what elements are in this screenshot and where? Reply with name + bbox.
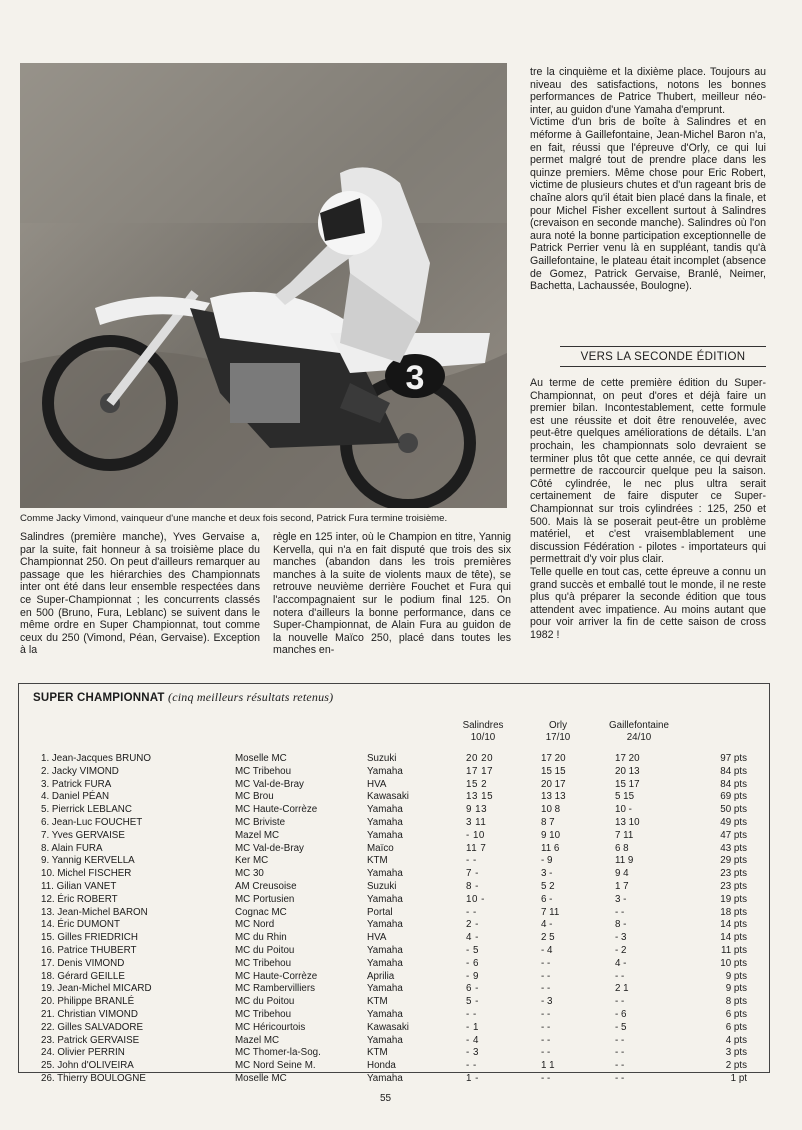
rider-name: 17. Denis VIMOND (41, 957, 125, 969)
score-orly: 20 17 (541, 778, 566, 790)
score-salindres: - 9 (466, 970, 479, 982)
score-salindres: - 4 (466, 1034, 479, 1046)
total-points: 2 pts (725, 1060, 747, 1072)
table-row (19, 1073, 769, 1086)
score-orly: 7 11 (541, 906, 560, 918)
rider-name: 14. Éric DUMONT (41, 919, 120, 931)
club-name: Mazel MC (235, 1034, 280, 1046)
rider-name: 16. Patrice THUBERT (41, 944, 137, 956)
club-name: MC Thomer-la-Sog. (235, 1047, 321, 1059)
score-gaillefontaine: 20 13 (615, 765, 640, 777)
bike-make: Yamaha (367, 829, 403, 841)
round-header-orly (520, 720, 596, 743)
table-row (19, 1022, 769, 1035)
score-gaillefontaine: 4 - (615, 957, 627, 969)
article-paragraph: Salindres (première manche), Yves Gervaise a, par la suite, fait honneur à sa troisième place du Championnat 250. On peut d'ailleurs remarquer au passage que les hiérarchies des Championnats inter ont été dans leur ensemble respectées dans ce Super-Championnat ; les concurrents classés en 500 (Bruno, Fura, Leblanc) se suivent dans le même ordre en Super Championnat, tout comme ceux du 250 (Vimond, Péan, Gervaise). Exception à la (20, 531, 260, 657)
bike-make: Yamaha (367, 893, 403, 905)
round-header-salindres (445, 720, 521, 743)
motocross-photo (20, 63, 507, 508)
score-salindres: 20 20 (466, 753, 494, 764)
table-row (19, 907, 769, 920)
round-name: Salindres (462, 720, 504, 731)
page-number: 55 (380, 1093, 392, 1104)
score-gaillefontaine: - 2 (615, 944, 627, 956)
table-row (19, 996, 769, 1009)
total-points: 23 pts (720, 868, 747, 880)
score-salindres: - 6 (466, 957, 479, 969)
score-gaillefontaine: 7 11 (615, 829, 634, 841)
score-salindres: 6 - (466, 983, 479, 995)
club-name: AM Creusoise (235, 880, 297, 892)
bike-make: Honda (367, 1060, 396, 1072)
bike-make: KTM (367, 1047, 388, 1059)
total-points: 6 pts (725, 1008, 747, 1020)
score-gaillefontaine: 2 1 (615, 983, 629, 995)
score-orly: - - (541, 1072, 551, 1084)
table-row (19, 843, 769, 856)
rider-name: 26. Thierry BOULOGNE (41, 1072, 146, 1084)
score-salindres: 8 - (466, 880, 479, 892)
total-points: 19 pts (720, 893, 747, 905)
bike-make: Yamaha (367, 1008, 403, 1020)
total-points: 14 pts (720, 932, 747, 944)
article-column-right (530, 66, 766, 293)
table-row (19, 804, 769, 817)
rider-name: 3. Patrick FURA (41, 778, 112, 790)
table-row (19, 1035, 769, 1048)
rider-name: 20. Philippe BRANLÉ (41, 996, 135, 1008)
score-orly: - 9 (541, 855, 553, 867)
table-row (19, 881, 769, 894)
total-points: 18 pts (720, 906, 747, 918)
score-salindres: - - (466, 855, 477, 867)
total-points: 1 pt (730, 1072, 747, 1084)
score-salindres: 9 13 (466, 804, 488, 816)
score-salindres: - - (466, 906, 477, 918)
round-date: 10/10 (470, 731, 496, 743)
round-date: 24/10 (626, 731, 652, 743)
article-paragraph: Au terme de cette première édition du Super-Championnat, on peut d'ores et déjà faire un premier bilan. Incontestablement, cette formule est une réussite et doit être renouvelée, avec peut-être quelques améliorations de détails. L'an prochain, les championnats solo devraient se terminer plus tôt que cette année, ce qui devrait permettre de raccourcir quelque peu la saison. Côté cylindrée, le nec plus ultra serait certainement de faire disputer ce Super-Championnat sur trois cylindrées : 125, 250 et 500. Mais là se poserait peut-être un problème matériel, et c'est vraisemblablement une discussion Fédération - pilotes - importateurs qui permettrait d'y voir plus clair. (530, 377, 766, 566)
score-orly: 3 - (541, 868, 553, 880)
round-date: 17/10 (545, 731, 571, 743)
rider-name: 10. Michel FISCHER (41, 868, 132, 880)
score-gaillefontaine: 1 7 (615, 880, 629, 892)
score-gaillefontaine: 15 17 (615, 778, 640, 790)
score-gaillefontaine: - 6 (615, 1008, 627, 1020)
club-name: MC Rambervilliers (235, 983, 316, 995)
club-name: Mazel MC (235, 829, 280, 841)
bike-make: KTM (367, 855, 388, 867)
rider-name: 9. Yannig KERVELLA (41, 855, 135, 867)
table-title (33, 690, 333, 705)
club-name: Ker MC (235, 855, 269, 867)
score-gaillefontaine: 8 - (615, 919, 627, 931)
score-gaillefontaine: - - (615, 996, 625, 1008)
total-points: 8 pts (725, 996, 747, 1008)
table-row (19, 945, 769, 958)
article-paragraph: Telle quelle en tout cas, cette épreuve a connu un grand succès et emballé tout le monde, il ne reste plus qu'à préparer la seconde édition que tous attendent avec impatience. Au moins autant que pour voir arriver la fin de cette saison de cross 1982 ! (530, 565, 766, 641)
total-points: 47 pts (720, 829, 747, 841)
table-row (19, 919, 769, 932)
table-row (19, 830, 769, 843)
total-points: 4 pts (725, 1034, 747, 1046)
rider-name: 19. Jean-Michel MICARD (41, 983, 152, 995)
score-salindres: 10 - (466, 893, 485, 905)
score-orly: - - (541, 983, 551, 995)
score-gaillefontaine: 10 - (615, 804, 632, 816)
article-column-middle (273, 531, 511, 657)
score-orly: - - (541, 957, 551, 969)
total-points: 3 pts (725, 1047, 747, 1059)
table-row (19, 868, 769, 881)
club-name: MC Tribehou (235, 1008, 292, 1020)
score-salindres: 17 17 (466, 765, 494, 777)
total-points: 49 pts (720, 816, 747, 828)
round-name: Gaillefontaine (609, 720, 669, 731)
score-orly: 4 - (541, 919, 553, 931)
bike-make: Suzuki (367, 880, 397, 892)
table-row (19, 958, 769, 971)
section-heading: VERS LA SECONDE ÉDITION (560, 346, 766, 367)
score-orly: 5 2 (541, 880, 555, 892)
score-salindres: - - (466, 1060, 477, 1072)
score-gaillefontaine: - - (615, 906, 625, 918)
score-orly: - - (541, 1047, 551, 1059)
club-name: MC du Rhin (235, 932, 287, 944)
table-row (19, 1009, 769, 1022)
club-name: Moselle MC (235, 753, 287, 764)
score-orly: 9 10 (541, 829, 561, 841)
score-salindres: - 5 (466, 944, 479, 956)
club-name: MC Tribehou (235, 957, 292, 969)
rider-name: 22. Gilles SALVADORE (41, 1021, 143, 1033)
club-name: MC Haute-Corrèze (235, 970, 318, 982)
total-points: 10 pts (720, 957, 747, 969)
total-points: 43 pts (720, 842, 747, 854)
score-orly: 1 1 (541, 1060, 555, 1072)
club-name: MC Haute-Corrèze (235, 804, 318, 816)
bike-make: Yamaha (367, 816, 403, 828)
rider-name: 2. Jacky VIMOND (41, 765, 119, 777)
score-orly: 11 6 (541, 842, 560, 854)
score-orly: - 4 (541, 944, 553, 956)
club-name: MC Portusien (235, 893, 295, 905)
score-gaillefontaine: - 5 (615, 1021, 627, 1033)
score-orly: 8 7 (541, 816, 555, 828)
rider-name: 4. Daniel PÉAN (41, 791, 110, 803)
score-salindres: 4 - (466, 932, 479, 944)
rider-name: 5. Pierrick LEBLANC (41, 804, 132, 816)
article-column-left (20, 531, 260, 657)
score-gaillefontaine: 9 4 (615, 868, 629, 880)
score-gaillefontaine: 17 20 (615, 753, 640, 764)
club-name: MC Val-de-Bray (235, 778, 304, 790)
rider-name: 24. Olivier PERRIN (41, 1047, 125, 1059)
bike-make: Yamaha (367, 804, 403, 816)
plate-number: 3 (405, 359, 425, 397)
score-orly: 2 5 (541, 932, 555, 944)
total-points: 50 pts (720, 804, 747, 816)
score-orly: 17 20 (541, 753, 566, 764)
club-name: Moselle MC (235, 1072, 287, 1084)
table-row (19, 753, 769, 766)
table-row (19, 1060, 769, 1073)
rider-name: 21. Christian VIMOND (41, 1008, 138, 1020)
score-gaillefontaine: - - (615, 1047, 625, 1059)
table-title-main: SUPER CHAMPIONNAT (33, 692, 165, 704)
score-salindres: - - (466, 1008, 477, 1020)
total-points: 14 pts (720, 919, 747, 931)
score-orly: 13 13 (541, 791, 566, 803)
score-gaillefontaine: 6 8 (615, 842, 629, 854)
score-orly: - - (541, 1021, 551, 1033)
club-name: MC Val-de-Bray (235, 842, 304, 854)
score-salindres: 1 - (466, 1072, 479, 1084)
total-points: 9 pts (725, 970, 747, 982)
score-salindres: 5 - (466, 996, 479, 1008)
bike-make: KTM (367, 996, 388, 1008)
table-row (19, 791, 769, 804)
rider-name: 23. Patrick GERVAISE (41, 1034, 140, 1046)
bike-make: Yamaha (367, 983, 403, 995)
bike-make: Kawasaki (367, 791, 409, 803)
club-name: Cognac MC (235, 906, 287, 918)
score-orly: - - (541, 1034, 551, 1046)
article-paragraph: Victime d'un bris de boîte à Salindres et en méforme à Gaillefontaine, Jean-Michel Baron n'a, en fait, réussi que l'épreuve d'Orly, ce qui lui permet malgré tout de prendre place dans les quinze premiers. Même chose pour Eric Robert, victime de plusieurs chutes et d'un rageant bris de chaîne alors qu'il était bien placé dans la finale, et pour Michel Fisher excellent surtout à Salindres (crevaison en seconde manche). Salindres où l'on aura noté la bonne participation exceptionnelle de Patrick Perrier venu là en suppléant, tandis qu'à Gaillefontaine, le plateau était incomplet (absence de Gomez, Patrick Gervaise, Branlé, Neimer, Bachetta, Lachaussée, Boulogne). (530, 116, 766, 293)
score-salindres: - 3 (466, 1047, 479, 1059)
club-name: MC Héricourtois (235, 1021, 306, 1033)
club-name: MC Briviste (235, 816, 286, 828)
score-gaillefontaine: - - (615, 1034, 625, 1046)
rider-name: 8. Alain FURA (41, 842, 103, 854)
total-points: 97 pts (720, 753, 747, 764)
bike-make: Portal (367, 906, 393, 918)
score-orly: - - (541, 970, 551, 982)
bike-make: HVA (367, 932, 387, 944)
score-gaillefontaine: 11 9 (615, 855, 634, 867)
rider-name: 18. Gérard GEILLE (41, 970, 125, 982)
table-row (19, 932, 769, 945)
score-gaillefontaine: 5 15 (615, 791, 635, 803)
club-name: MC Nord Seine M. (235, 1060, 316, 1072)
bike-make: Suzuki (367, 753, 397, 764)
table-row (19, 766, 769, 779)
club-name: MC 30 (235, 868, 264, 880)
table-subtitle: (cinq meilleurs résultats retenus) (168, 690, 334, 704)
rider-name: 6. Jean-Luc FOUCHET (41, 816, 143, 828)
bike-make: Yamaha (367, 1034, 403, 1046)
results-table (18, 683, 770, 1084)
score-salindres: - 10 (466, 829, 485, 841)
total-points: 11 pts (721, 944, 747, 956)
bike-make: Aprilia (367, 970, 395, 982)
rider-name: 13. Jean-Michel BARON (41, 906, 148, 918)
total-points: 69 pts (720, 791, 747, 803)
score-orly: 10 8 (541, 804, 561, 816)
rider-name: 11. Gilian VANET (41, 880, 117, 892)
table-row (19, 894, 769, 907)
total-points: 6 pts (725, 1021, 747, 1033)
rider-name: 15. Gilles FRIEDRICH (41, 932, 138, 944)
score-orly: 6 - (541, 893, 553, 905)
rider-jump-image (20, 63, 507, 508)
bike-make: Kawasaki (367, 1021, 409, 1033)
bike-make: HVA (367, 778, 387, 790)
article-column-right-lower (530, 377, 766, 641)
club-name: MC du Poitou (235, 996, 295, 1008)
total-points: 23 pts (720, 880, 747, 892)
table-row (19, 971, 769, 984)
table-row (19, 779, 769, 792)
score-gaillefontaine: 3 - (615, 893, 627, 905)
score-orly: 15 15 (541, 765, 566, 777)
table-row (19, 855, 769, 868)
score-salindres: 7 - (466, 868, 479, 880)
table-row (19, 983, 769, 996)
score-gaillefontaine: - - (615, 1060, 625, 1072)
score-salindres: 13 15 (466, 791, 494, 803)
round-name: Orly (549, 720, 567, 731)
score-salindres: 3 11 (466, 816, 487, 828)
score-salindres: 15 2 (466, 778, 488, 790)
article-paragraph: règle en 125 inter, où le Champion en titre, Yannig Kervella, qui n'a en fait disputé que trois des six manches (abandon dans les trois premières manches à la suite de violents maux de tête), se retrouve neuvième derrière Fouchet et Fura qui l'accompagnaient sur le podium final 125. On notera d'ailleurs la bonne performance, dans ce Super-Championnat, de Alain Fura au guidon de la nouvelle Maïco 250, placé dans toutes les manches en- (273, 531, 511, 657)
table-rows (19, 753, 769, 1086)
article-paragraph: tre la cinquième et la dixième place. Toujours au niveau des satisfactions, notons les bonnes performances de Patrice Thubert, meilleur néo-inter, au guidon d'une Yamaha d'emprunt. (530, 66, 766, 116)
score-orly: - - (541, 1008, 551, 1020)
score-salindres: - 1 (466, 1021, 479, 1033)
score-salindres: 2 - (466, 919, 479, 931)
bike-make: Yamaha (367, 944, 403, 956)
score-orly: - 3 (541, 996, 553, 1008)
score-gaillefontaine: - - (615, 1072, 625, 1084)
rider-name: 12. Éric ROBERT (41, 893, 118, 905)
photo-caption: Comme Jacky Vimond, vainqueur d'une manche et deux fois second, Patrick Fura termine troisième. (20, 513, 448, 524)
bike-make: Yamaha (367, 957, 403, 969)
club-name: MC Brou (235, 791, 274, 803)
club-name: MC Tribehou (235, 765, 292, 777)
rider-name: 7. Yves GERVAISE (41, 829, 125, 841)
bike-make: Maïco (367, 842, 394, 854)
round-header-gaillefontaine (591, 720, 687, 743)
rider-name: 1. Jean-Jacques BRUNO (41, 753, 151, 764)
total-points: 84 pts (720, 765, 747, 777)
score-gaillefontaine: - 3 (615, 932, 627, 944)
club-name: MC Nord (235, 919, 275, 931)
score-gaillefontaine: - - (615, 970, 625, 982)
total-points: 84 pts (720, 778, 747, 790)
rider-name: 25. John d'OLIVEIRA (41, 1060, 134, 1072)
club-name: MC du Poitou (235, 944, 295, 956)
score-gaillefontaine: 13 10 (615, 816, 640, 828)
bike-make: Yamaha (367, 765, 403, 777)
bike-make: Yamaha (367, 868, 403, 880)
bike-make: Yamaha (367, 1072, 403, 1084)
score-salindres: 11 7 (466, 842, 487, 854)
bike-make: Yamaha (367, 919, 403, 931)
total-points: 29 pts (720, 855, 747, 867)
table-row (19, 817, 769, 830)
total-points: 9 pts (725, 983, 747, 995)
table-row (19, 1047, 769, 1060)
